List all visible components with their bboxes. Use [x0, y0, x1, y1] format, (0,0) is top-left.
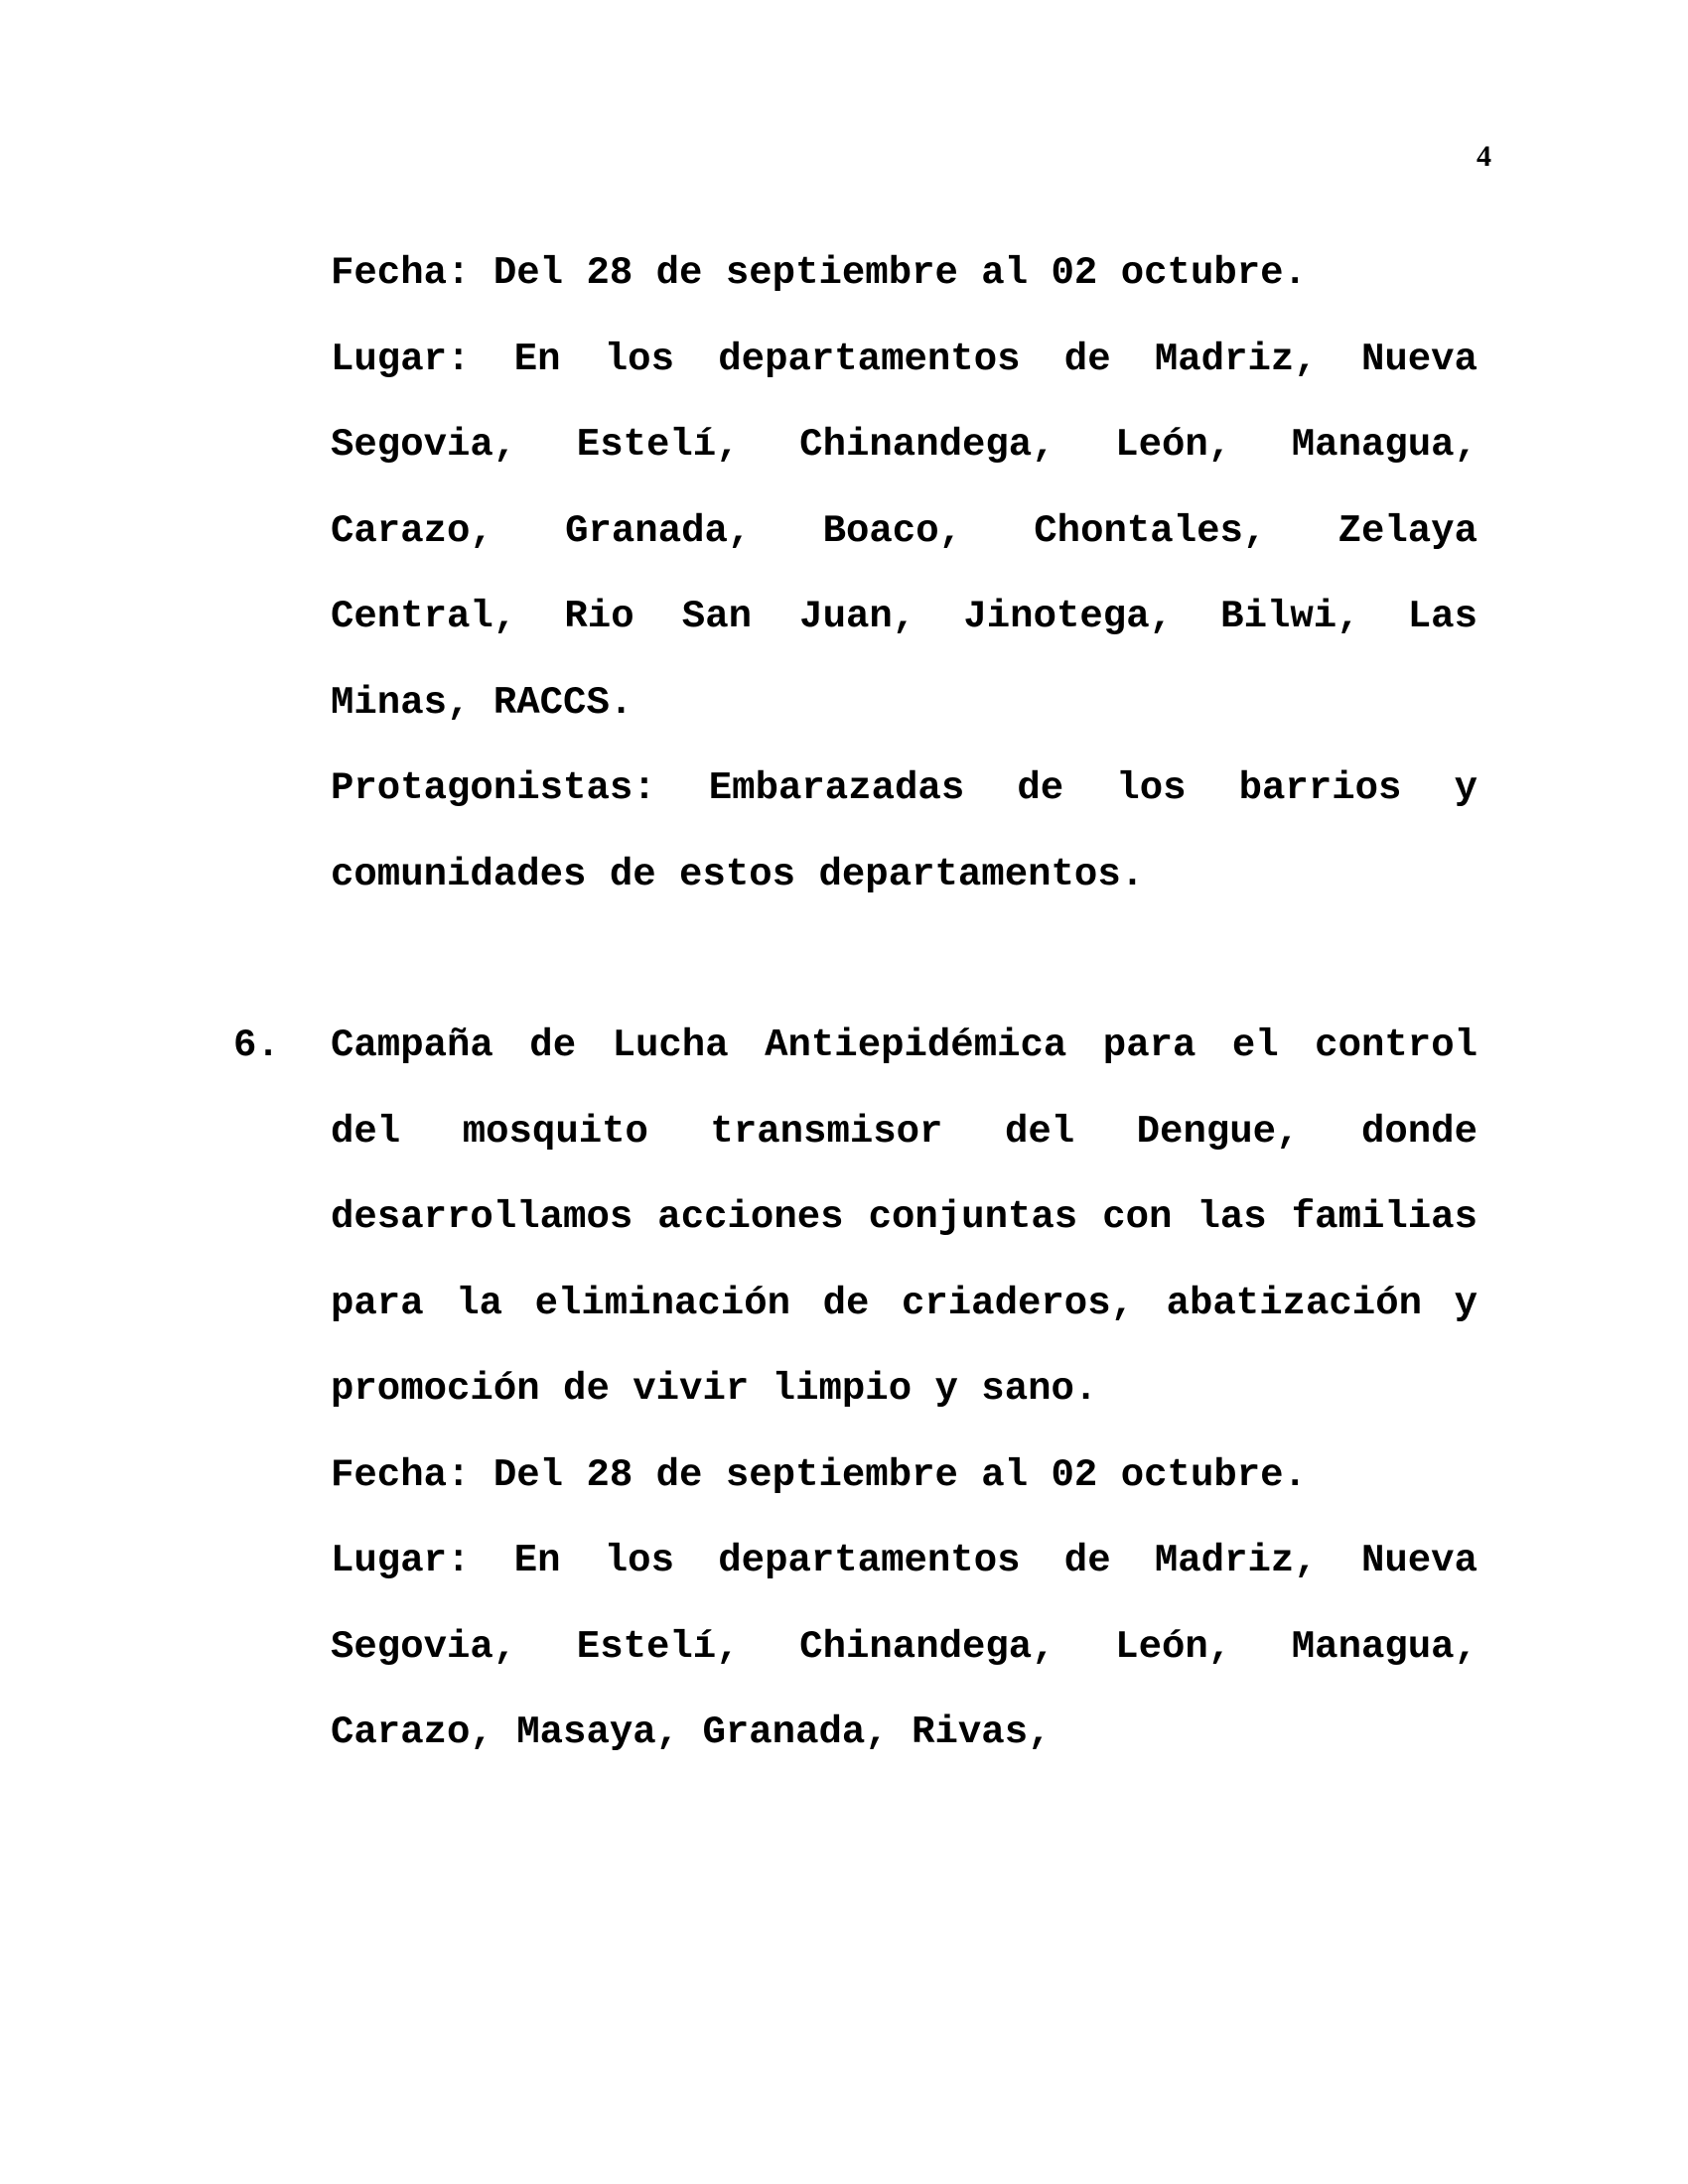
campaign-lugar: Lugar: En los departamentos de Madriz, Nueva Segovia, Estelí, Chinandega, León, Managua, Carazo, Masaya, Granada, Rivas, [331, 1539, 1477, 1754]
protagonistas-paragraph: Protagonistas: Embarazadas de los barrios y comunidades de estos departamentos. [331, 766, 1477, 896]
fecha-paragraph: Fecha: Del 28 de septiembre al 02 octubre. [331, 251, 1307, 295]
list-item-number: 6. [233, 1024, 280, 1067]
lugar-paragraph: Lugar: En los departamentos de Madriz, Nueva Segovia, Estelí, Chinandega, León, Managua, Carazo, Granada, Boaco, Chontales, Zelaya Central, Rio San Juan, Jinotega, Bilwi, Las Minas, RACCS. [331, 337, 1477, 725]
paragraph-spacer [331, 917, 1477, 1003]
page-number: 4 [1477, 140, 1491, 173]
list-item-6 [233, 1003, 1477, 1776]
campaign-fecha: Fecha: Del 28 de septiembre al 02 octubre. [331, 1452, 1307, 1497]
campaign-description: Campaña de Lucha Antiepidémica para el control del mosquito transmisor del Dengue, donde desarrollamos acciones conjuntas con las familias para la eliminación de criaderos, abatización y promoción de vivir limpio y sano. [331, 1024, 1477, 1411]
document-body [233, 230, 1477, 1776]
